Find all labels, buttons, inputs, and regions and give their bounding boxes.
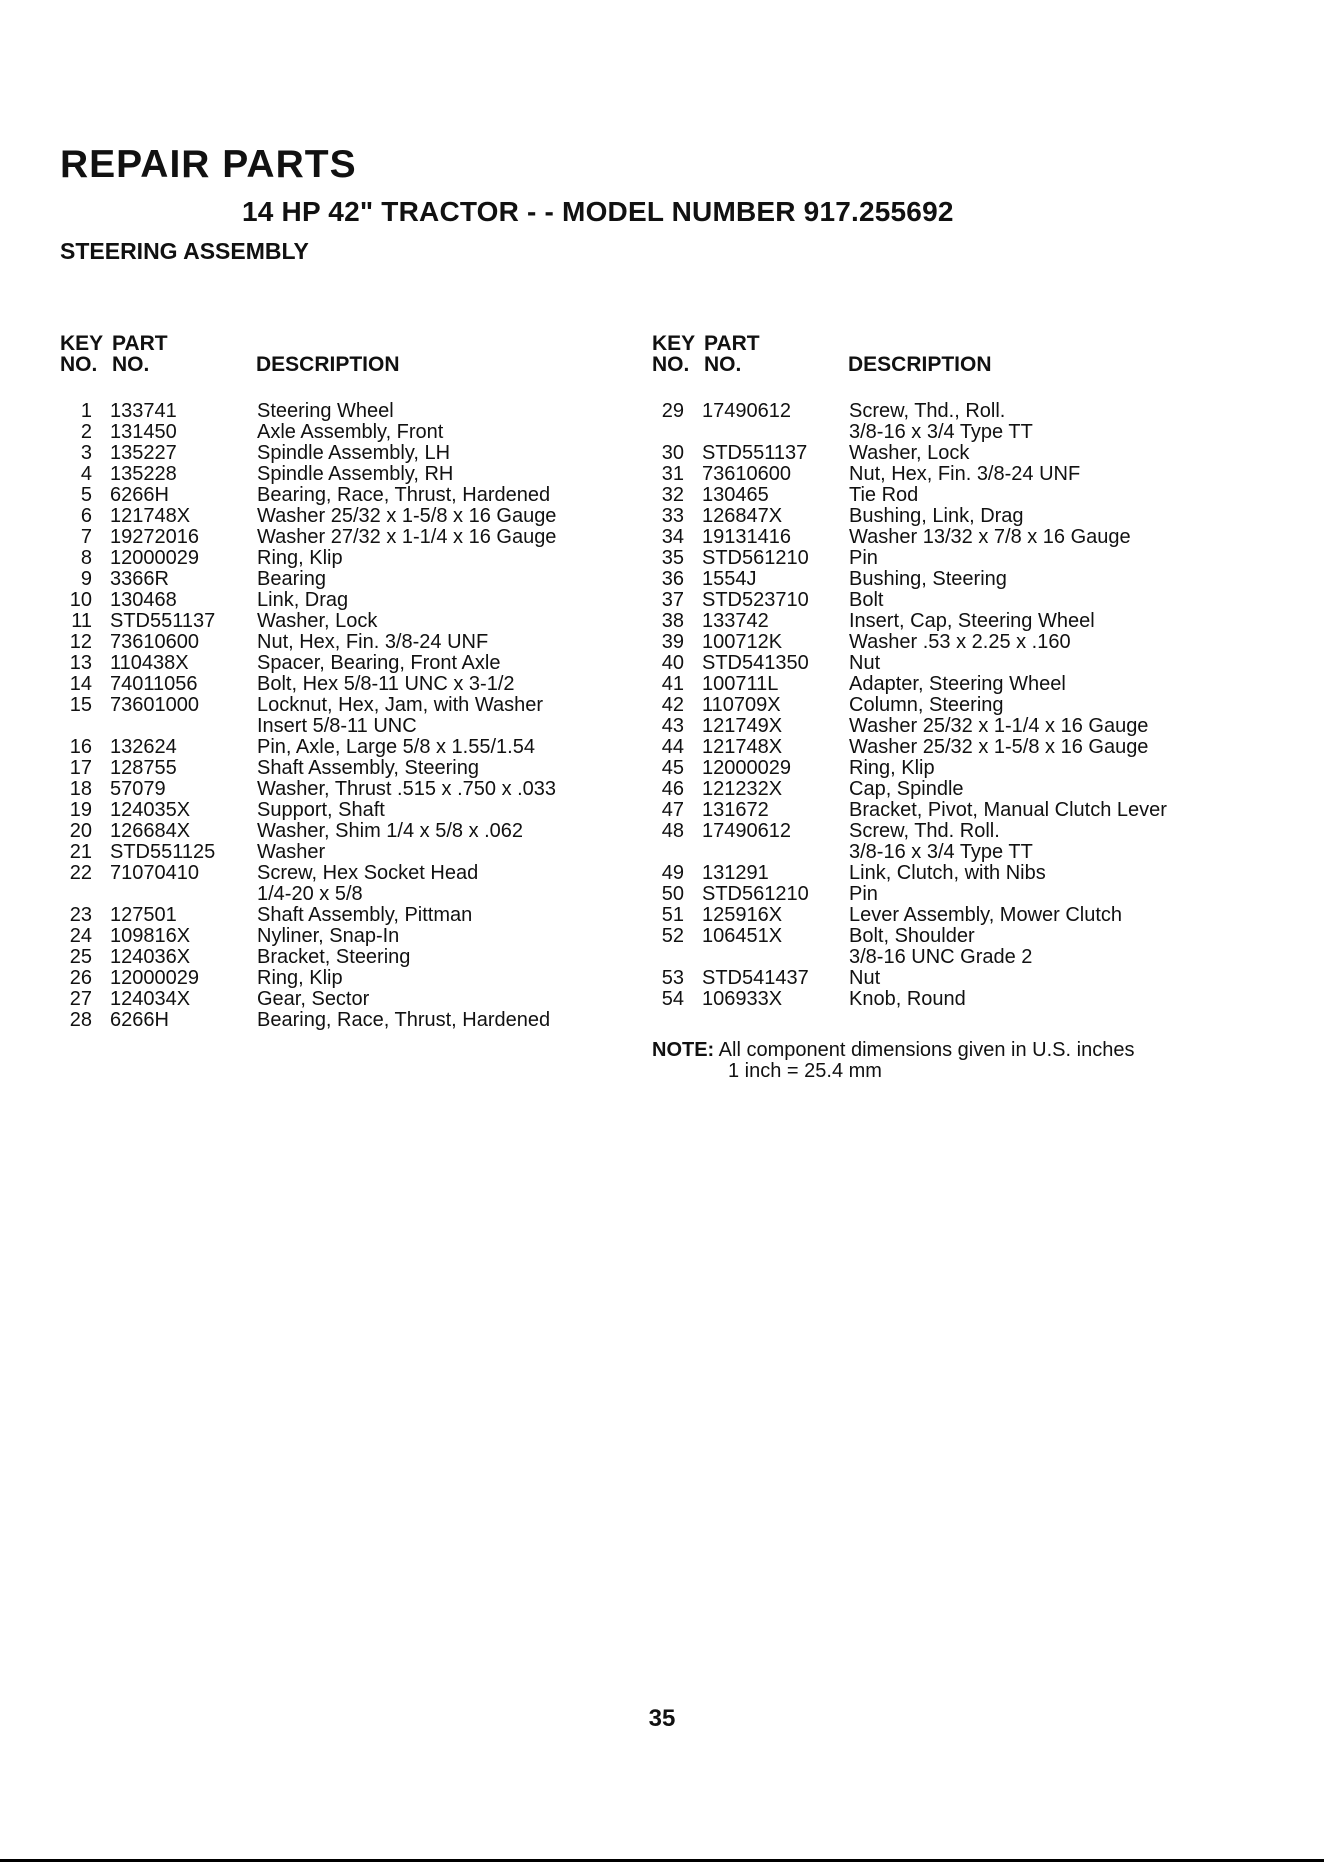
part-description: Nut — [849, 652, 881, 674]
part-row — [652, 485, 1212, 506]
part-description: Nyliner, Snap-In — [257, 925, 400, 947]
part-row — [60, 779, 620, 800]
page-title: REPAIR PARTS — [60, 143, 357, 186]
key-header: KEY NO. — [60, 332, 104, 376]
key-number: 17 — [69, 757, 92, 779]
part-description: Washer — [257, 841, 326, 863]
key-number: 27 — [69, 988, 92, 1010]
part-number: 1554J — [702, 568, 757, 590]
part-row — [652, 611, 1212, 632]
part-description: Steering Wheel — [257, 400, 394, 422]
key-number: 5 — [80, 484, 92, 506]
section-heading: STEERING ASSEMBLY — [60, 238, 309, 264]
part-description: Locknut, Hex, Jam, with Washer — [257, 694, 544, 716]
key-number: 39 — [661, 631, 684, 653]
part-number: 110709X — [702, 694, 781, 716]
part-description: Washer .53 x 2.25 x .160 — [849, 631, 1071, 653]
part-row — [60, 632, 620, 653]
part-header: PART NO. — [112, 332, 168, 376]
part-description: Screw, Hex Socket Head — [257, 862, 479, 884]
part-number: 74011056 — [110, 673, 198, 695]
part-number: 6266H — [110, 1009, 169, 1031]
key-number: 37 — [661, 589, 684, 611]
key-number: 52 — [661, 925, 684, 947]
part-header: PART NO. — [704, 332, 760, 376]
part-number: 106933X — [702, 988, 783, 1010]
part-description: Pin, Axle, Large 5/8 x 1.55/1.54 — [257, 736, 535, 758]
part-number: 121232X — [702, 778, 783, 800]
part-row — [60, 548, 620, 569]
key-number: 45 — [661, 757, 684, 779]
key-number: 29 — [661, 400, 684, 422]
part-number: 12000029 — [110, 967, 199, 989]
part-description: Washer, Lock — [849, 442, 970, 464]
part-description: Nut — [849, 967, 881, 989]
part-row — [60, 485, 620, 506]
part-row — [60, 611, 620, 632]
part-description: Pin — [849, 547, 878, 569]
part-row — [652, 779, 1212, 800]
part-row — [60, 989, 620, 1010]
part-row — [652, 758, 1212, 779]
part-description: Bearing, Race, Thrust, Hardened — [257, 484, 551, 506]
part-description: Bolt — [849, 589, 884, 611]
key-number: 7 — [80, 526, 92, 548]
key-number: 48 — [661, 820, 684, 842]
part-row — [60, 800, 620, 821]
part-number: 130465 — [702, 484, 769, 506]
key-number: 43 — [661, 715, 684, 737]
part-description: Insert 5/8-11 UNC — [257, 715, 417, 737]
key-number: 24 — [69, 925, 92, 947]
part-description: Spacer, Bearing, Front Axle — [257, 652, 501, 674]
part-row — [652, 695, 1212, 716]
part-description: Knob, Round — [849, 988, 966, 1010]
key-number: 42 — [661, 694, 684, 716]
model-subtitle: 14 HP 42" TRACTOR - - MODEL NUMBER 917.255692 — [242, 196, 954, 227]
key-number: 50 — [661, 883, 684, 905]
part-row — [60, 968, 620, 989]
part-row — [60, 737, 620, 758]
dimension-note — [652, 1040, 1134, 1082]
part-row — [652, 989, 1212, 1010]
part-row — [652, 443, 1212, 464]
part-row — [60, 422, 620, 443]
part-description: Ring, Klip — [849, 757, 935, 779]
part-number: 73601000 — [110, 694, 199, 716]
part-number: 12000029 — [110, 547, 199, 569]
part-description: Bearing, Race, Thrust, Hardened — [257, 1009, 551, 1031]
part-description: Bushing, Link, Drag — [849, 505, 1024, 527]
key-number: 47 — [661, 799, 684, 821]
bottom-rule — [0, 1859, 1324, 1862]
key-number: 20 — [69, 820, 92, 842]
part-row — [60, 863, 620, 884]
key-number: 23 — [69, 904, 92, 926]
part-number: STD561210 — [702, 547, 809, 569]
part-description: Washer 13/32 x 7/8 x 16 Gauge — [849, 526, 1131, 548]
key-number: 40 — [661, 652, 684, 674]
part-number: 100711L — [702, 673, 779, 695]
key-number: 22 — [69, 862, 92, 884]
part-description: Ring, Klip — [257, 967, 343, 989]
part-number: STD561210 — [702, 883, 809, 905]
part-number: 135227 — [110, 442, 177, 464]
key-number: 19 — [69, 799, 92, 821]
part-number: STD551137 — [110, 610, 216, 632]
part-description: Pin — [849, 883, 878, 905]
key-number: 36 — [661, 568, 684, 590]
part-row — [60, 674, 620, 695]
part-number: 121748X — [110, 505, 191, 527]
part-description: Spindle Assembly, LH — [257, 442, 451, 464]
part-number: 130468 — [110, 589, 177, 611]
part-row — [60, 947, 620, 968]
part-number: 135228 — [110, 463, 177, 485]
part-description: Bolt, Hex 5/8-11 UNC x 3-1/2 — [257, 673, 515, 695]
part-row — [60, 1010, 620, 1031]
part-row — [652, 674, 1212, 695]
key-number: 51 — [661, 904, 684, 926]
part-row — [60, 884, 620, 905]
part-description: Axle Assembly, Front — [257, 421, 444, 443]
description-header: DESCRIPTION — [256, 353, 400, 376]
part-description: 3/8-16 x 3/4 Type TT — [849, 841, 1033, 863]
part-number: 12000029 — [702, 757, 791, 779]
key-number: 35 — [661, 547, 684, 569]
part-number: STD541437 — [702, 967, 809, 989]
key-number: 6 — [80, 505, 92, 527]
key-number: 30 — [661, 442, 684, 464]
part-number: 126847X — [702, 505, 783, 527]
part-description: Screw, Thd., Roll. — [849, 400, 1006, 422]
part-number: 6266H — [110, 484, 169, 506]
part-description: 3/8-16 x 3/4 Type TT — [849, 421, 1033, 443]
part-row — [652, 401, 1212, 422]
part-number: 100712K — [702, 631, 783, 653]
key-number: 10 — [69, 589, 92, 611]
part-description: 1/4-20 x 5/8 — [257, 883, 363, 905]
part-row — [652, 716, 1212, 737]
part-row — [652, 548, 1212, 569]
part-row — [60, 443, 620, 464]
part-description: Screw, Thd. Roll. — [849, 820, 1000, 842]
key-number: 54 — [661, 988, 684, 1010]
key-number: 26 — [69, 967, 92, 989]
key-number: 16 — [69, 736, 92, 758]
part-row — [60, 653, 620, 674]
key-header: KEY NO. — [652, 332, 696, 376]
part-row — [60, 401, 620, 422]
part-number: STD551137 — [702, 442, 808, 464]
part-description: Washer, Thrust .515 x .750 x .033 — [257, 778, 557, 800]
part-row — [652, 947, 1212, 968]
key-number: 12 — [69, 631, 92, 653]
key-number: 11 — [71, 610, 92, 632]
part-row — [60, 506, 620, 527]
part-description: Bracket, Steering — [257, 946, 411, 968]
key-number: 41 — [661, 673, 684, 695]
part-description: Washer, Lock — [257, 610, 378, 632]
part-row — [60, 569, 620, 590]
part-description: Washer 25/32 x 1-5/8 x 16 Gauge — [849, 736, 1149, 758]
part-description: Washer 25/32 x 1-5/8 x 16 Gauge — [257, 505, 557, 527]
key-number: 46 — [661, 778, 684, 800]
key-number: 14 — [69, 673, 92, 695]
note-label: NOTE: — [652, 1039, 715, 1061]
part-row — [652, 905, 1212, 926]
part-number: 133742 — [702, 610, 769, 632]
part-number: 110438X — [110, 652, 189, 674]
part-row — [60, 821, 620, 842]
part-number: 124035X — [110, 799, 191, 821]
key-number: 4 — [80, 463, 92, 485]
part-row — [652, 968, 1212, 989]
part-description: Shaft Assembly, Pittman — [257, 904, 473, 926]
part-row — [60, 695, 620, 716]
part-number: 19131416 — [702, 526, 791, 548]
parts-list-left — [60, 333, 620, 1031]
column-header — [60, 333, 620, 385]
parts-rows — [60, 401, 620, 1031]
part-row — [652, 506, 1212, 527]
key-number: 28 — [69, 1009, 92, 1031]
part-description: Tie Rod — [849, 484, 919, 506]
part-number: STD523710 — [702, 589, 809, 611]
part-description: Lever Assembly, Mower Clutch — [849, 904, 1123, 926]
part-description: Shaft Assembly, Steering — [257, 757, 479, 779]
part-number: 133741 — [110, 400, 177, 422]
part-description: Bolt, Shoulder — [849, 925, 975, 947]
part-number: 57079 — [110, 778, 166, 800]
part-row — [652, 653, 1212, 674]
part-number: 121749X — [702, 715, 783, 737]
part-row — [652, 569, 1212, 590]
page-number: 35 — [648, 1705, 676, 1732]
key-number: 15 — [69, 694, 92, 716]
key-number: 49 — [661, 862, 684, 884]
part-row — [652, 884, 1212, 905]
part-description: Link, Drag — [257, 589, 349, 611]
part-description: Adapter, Steering Wheel — [849, 673, 1066, 695]
part-number: 125916X — [702, 904, 783, 926]
part-row — [652, 926, 1212, 947]
part-number: 71070410 — [110, 862, 199, 884]
part-row — [652, 527, 1212, 548]
part-row — [60, 590, 620, 611]
parts-rows — [652, 401, 1212, 1010]
part-row — [60, 926, 620, 947]
part-row — [652, 464, 1212, 485]
part-number: 131672 — [702, 799, 769, 821]
part-number: 132624 — [110, 736, 177, 758]
key-number: 33 — [661, 505, 684, 527]
part-description: Support, Shaft — [257, 799, 385, 821]
part-description: Column, Steering — [849, 694, 1004, 716]
part-number: 17490612 — [702, 400, 791, 422]
note-line-2: 1 inch = 25.4 mm — [728, 1060, 882, 1082]
part-number: 127501 — [110, 904, 177, 926]
part-row — [652, 800, 1212, 821]
part-number: 131450 — [110, 421, 177, 443]
note-line-1: All component dimensions given in U.S. inches — [718, 1039, 1135, 1061]
key-number: 44 — [661, 736, 684, 758]
part-description: Spindle Assembly, RH — [257, 463, 454, 485]
part-row — [60, 905, 620, 926]
part-description: Insert, Cap, Steering Wheel — [849, 610, 1095, 632]
part-description: Nut, Hex, Fin. 3/8-24 UNF — [849, 463, 1081, 485]
part-description: Washer 27/32 x 1-1/4 x 16 Gauge — [257, 526, 557, 548]
key-number: 8 — [80, 547, 92, 569]
part-number: 124034X — [110, 988, 191, 1010]
part-number: 126684X — [110, 820, 191, 842]
part-number: 73610600 — [702, 463, 791, 485]
parts-list-right — [652, 333, 1212, 1010]
part-number: 128755 — [110, 757, 177, 779]
part-description: Washer, Shim 1/4 x 5/8 x .062 — [257, 820, 524, 842]
part-description: 3/8-16 UNC Grade 2 — [849, 946, 1033, 968]
key-number: 2 — [80, 421, 92, 443]
part-description: Bracket, Pivot, Manual Clutch Lever — [849, 799, 1167, 821]
key-number: 13 — [69, 652, 92, 674]
key-number: 18 — [69, 778, 92, 800]
column-header — [652, 333, 1212, 385]
part-number: STD551125 — [110, 841, 216, 863]
part-number: 106451X — [702, 925, 783, 947]
part-row — [652, 590, 1212, 611]
key-number: 21 — [69, 841, 92, 863]
key-number: 25 — [69, 946, 92, 968]
part-number: 17490612 — [702, 820, 791, 842]
part-row — [60, 758, 620, 779]
part-description: Ring, Klip — [257, 547, 343, 569]
part-row — [60, 527, 620, 548]
key-number: 32 — [661, 484, 684, 506]
key-number: 31 — [661, 463, 684, 485]
part-row — [652, 842, 1212, 863]
part-number: STD541350 — [702, 652, 809, 674]
part-description: Link, Clutch, with Nibs — [849, 862, 1046, 884]
part-row — [652, 737, 1212, 758]
part-description: Washer 25/32 x 1-1/4 x 16 Gauge — [849, 715, 1149, 737]
key-number: 38 — [661, 610, 684, 632]
part-description: Bearing — [257, 568, 326, 590]
key-number: 9 — [80, 568, 92, 590]
key-number: 3 — [80, 442, 92, 464]
part-row — [652, 632, 1212, 653]
key-number: 53 — [661, 967, 684, 989]
part-number: 124036X — [110, 946, 191, 968]
part-description: Bushing, Steering — [849, 568, 1007, 590]
key-number: 1 — [80, 400, 92, 422]
part-row — [60, 464, 620, 485]
part-number: 131291 — [702, 862, 769, 884]
part-number: 19272016 — [110, 526, 199, 548]
part-row — [60, 716, 620, 737]
part-description: Gear, Sector — [257, 988, 370, 1010]
part-row — [60, 842, 620, 863]
part-description: Nut, Hex, Fin. 3/8-24 UNF — [257, 631, 489, 653]
part-row — [652, 821, 1212, 842]
part-number: 3366R — [110, 568, 169, 590]
description-header: DESCRIPTION — [848, 353, 992, 376]
part-row — [652, 863, 1212, 884]
part-number: 109816X — [110, 925, 191, 947]
part-number: 121748X — [702, 736, 783, 758]
part-row — [652, 422, 1212, 443]
key-number: 34 — [661, 526, 684, 548]
part-number: 73610600 — [110, 631, 199, 653]
part-description: Cap, Spindle — [849, 778, 964, 800]
